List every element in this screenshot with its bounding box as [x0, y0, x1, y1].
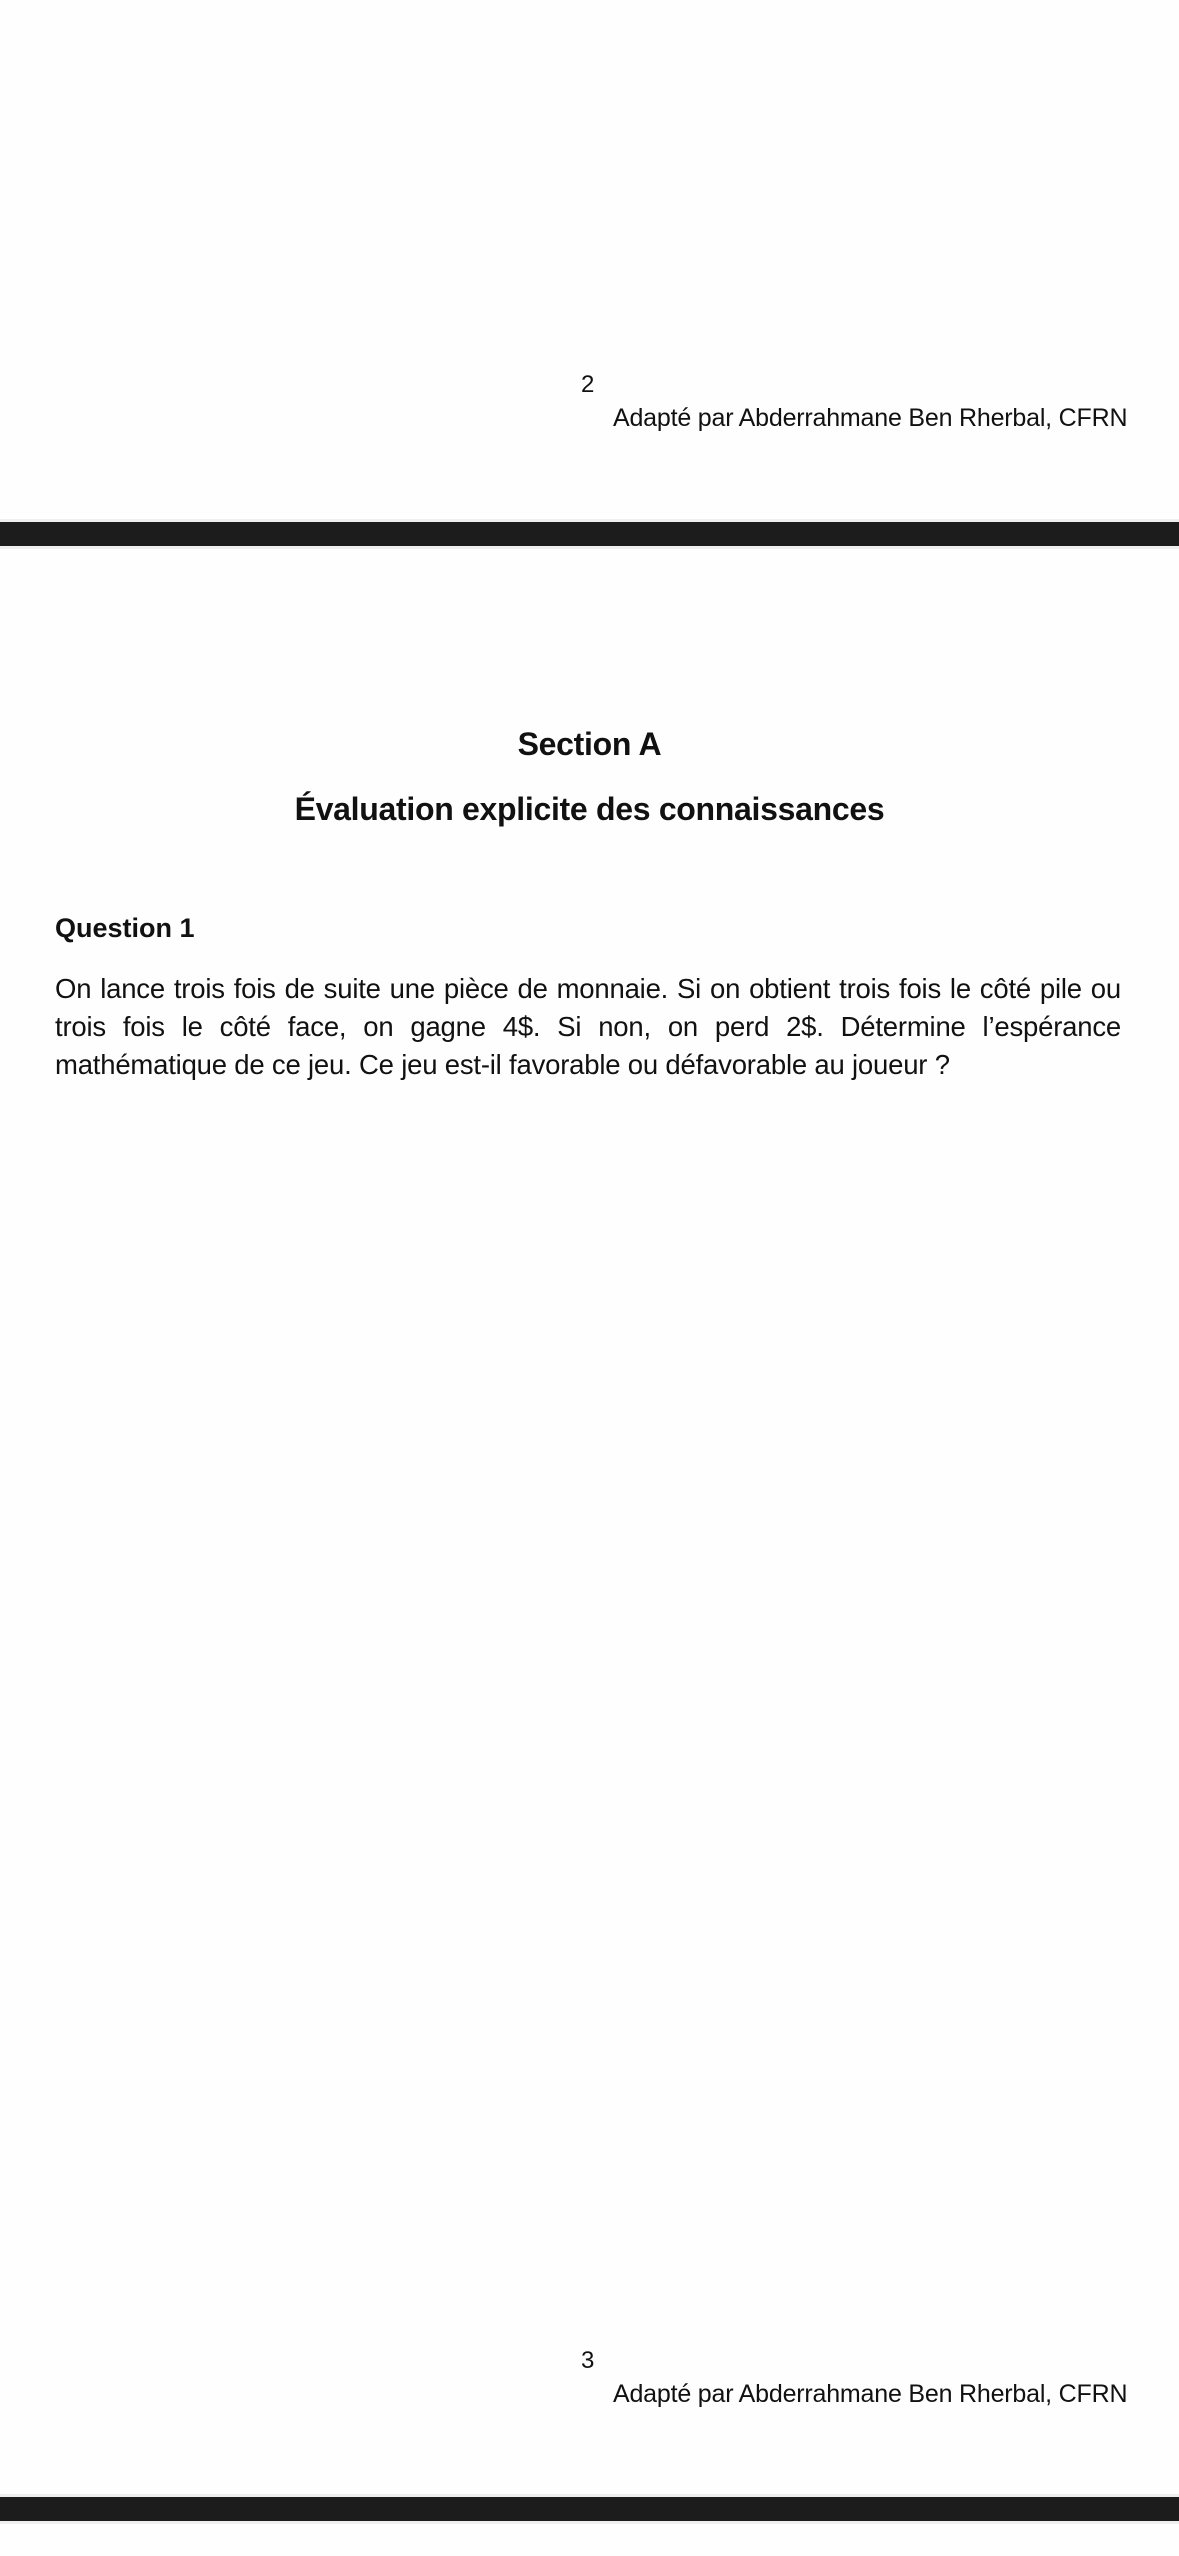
question-label: Question 1: [55, 913, 195, 943]
footer-credit: Adapté par Abderrahmane Ben Rherbal, CFRN: [613, 404, 1128, 432]
question-text: On lance trois fois de suite une pièce de monnaie. Si on obtient trois fois le côté pile ou trois fois le côté face, on gagne 4$. Si non, on perd 2$. Détermine l’espérance mathématique de ce jeu. Ce jeu est-il favorable ou défavorable au joueur ?: [55, 973, 1121, 1080]
page-number: 3: [581, 2347, 595, 2374]
page-separator: [0, 522, 1179, 546]
section-heading: Section A: [517, 726, 662, 762]
page-separator: [0, 2497, 1179, 2521]
page-number: 2: [581, 371, 595, 398]
section-subheading: Évaluation explicite des connaissances: [294, 791, 885, 827]
footer-credit: Adapté par Abderrahmane Ben Rherbal, CFRN: [613, 2380, 1128, 2408]
